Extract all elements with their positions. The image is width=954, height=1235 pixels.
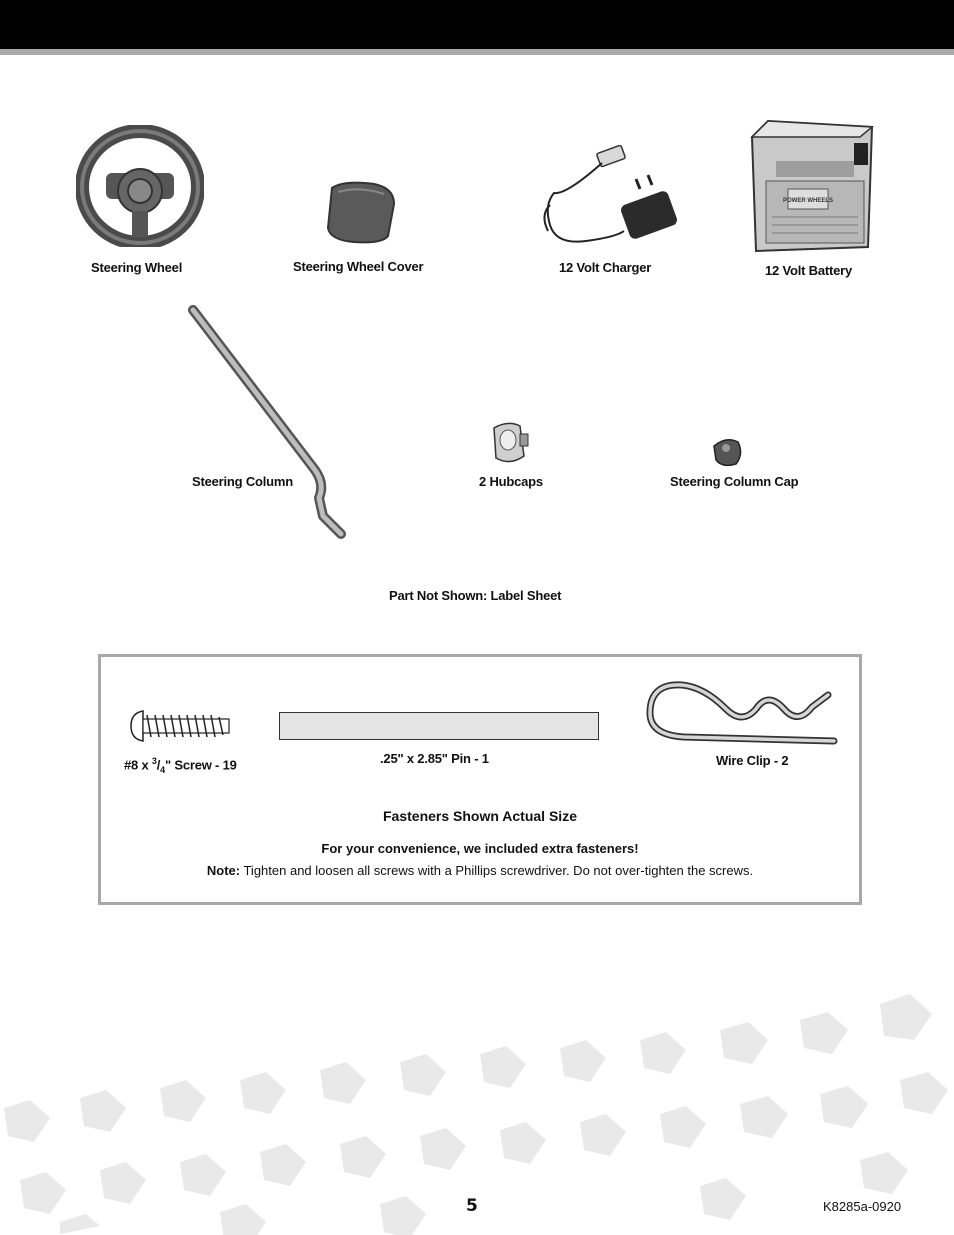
steering-wheel-cover-image — [324, 180, 398, 246]
screw-fraction-numerator: 3 — [151, 756, 157, 766]
fasteners-heading: Fasteners Shown Actual Size — [383, 808, 577, 824]
battery-image — [748, 117, 876, 257]
pin-label: .25" x 2.85" Pin - 1 — [380, 751, 489, 766]
page-number: 5 — [466, 1196, 478, 1216]
header-bar — [0, 0, 954, 49]
note-text — [101, 863, 859, 879]
charger-image — [536, 145, 684, 255]
screw-label-suffix: " Screw - 19 — [164, 757, 237, 773]
note-label: Note: — [206, 863, 241, 878]
screw-label-prefix: #8 x — [124, 757, 152, 773]
steering-column-cap-image — [710, 436, 744, 468]
battery-logo-text: POWER WHEELS — [782, 198, 834, 204]
document-code: K8285a-0920 — [823, 1199, 902, 1214]
fasteners-box — [98, 654, 862, 905]
steering-wheel-cover-label: Steering Wheel Cover — [293, 259, 424, 274]
screw-label: #8 x $^3/_4$" Screw - 19 — [124, 756, 237, 775]
battery-label: 12 Volt Battery — [765, 263, 853, 278]
steering-column-image — [185, 302, 355, 542]
screw-fraction-denominator: 4 — [160, 764, 165, 775]
extra-fasteners-text: For your convenience, we included extra fasteners! — [321, 841, 639, 856]
header-rule — [0, 49, 954, 55]
part-not-shown-label: Part Not Shown: Label Sheet — [389, 588, 562, 603]
wire-clip-image — [644, 679, 842, 749]
steering-wheel-image — [76, 125, 204, 247]
wire-clip-label: Wire Clip - 2 — [716, 753, 789, 768]
hubcap-image — [488, 420, 530, 466]
charger-label: 12 Volt Charger — [559, 260, 652, 275]
pin-image — [279, 712, 599, 740]
note-body: Tighten and loosen all screws with a Phillips screwdriver. Do not over-tighten the screws. — [240, 863, 754, 878]
hubcaps-label: 2 Hubcaps — [479, 474, 543, 489]
screw-image — [129, 709, 235, 743]
steering-column-label: Steering Column — [192, 474, 294, 489]
steering-wheel-label: Steering Wheel — [91, 260, 183, 275]
steering-column-cap-label: Steering Column Cap — [670, 474, 799, 489]
